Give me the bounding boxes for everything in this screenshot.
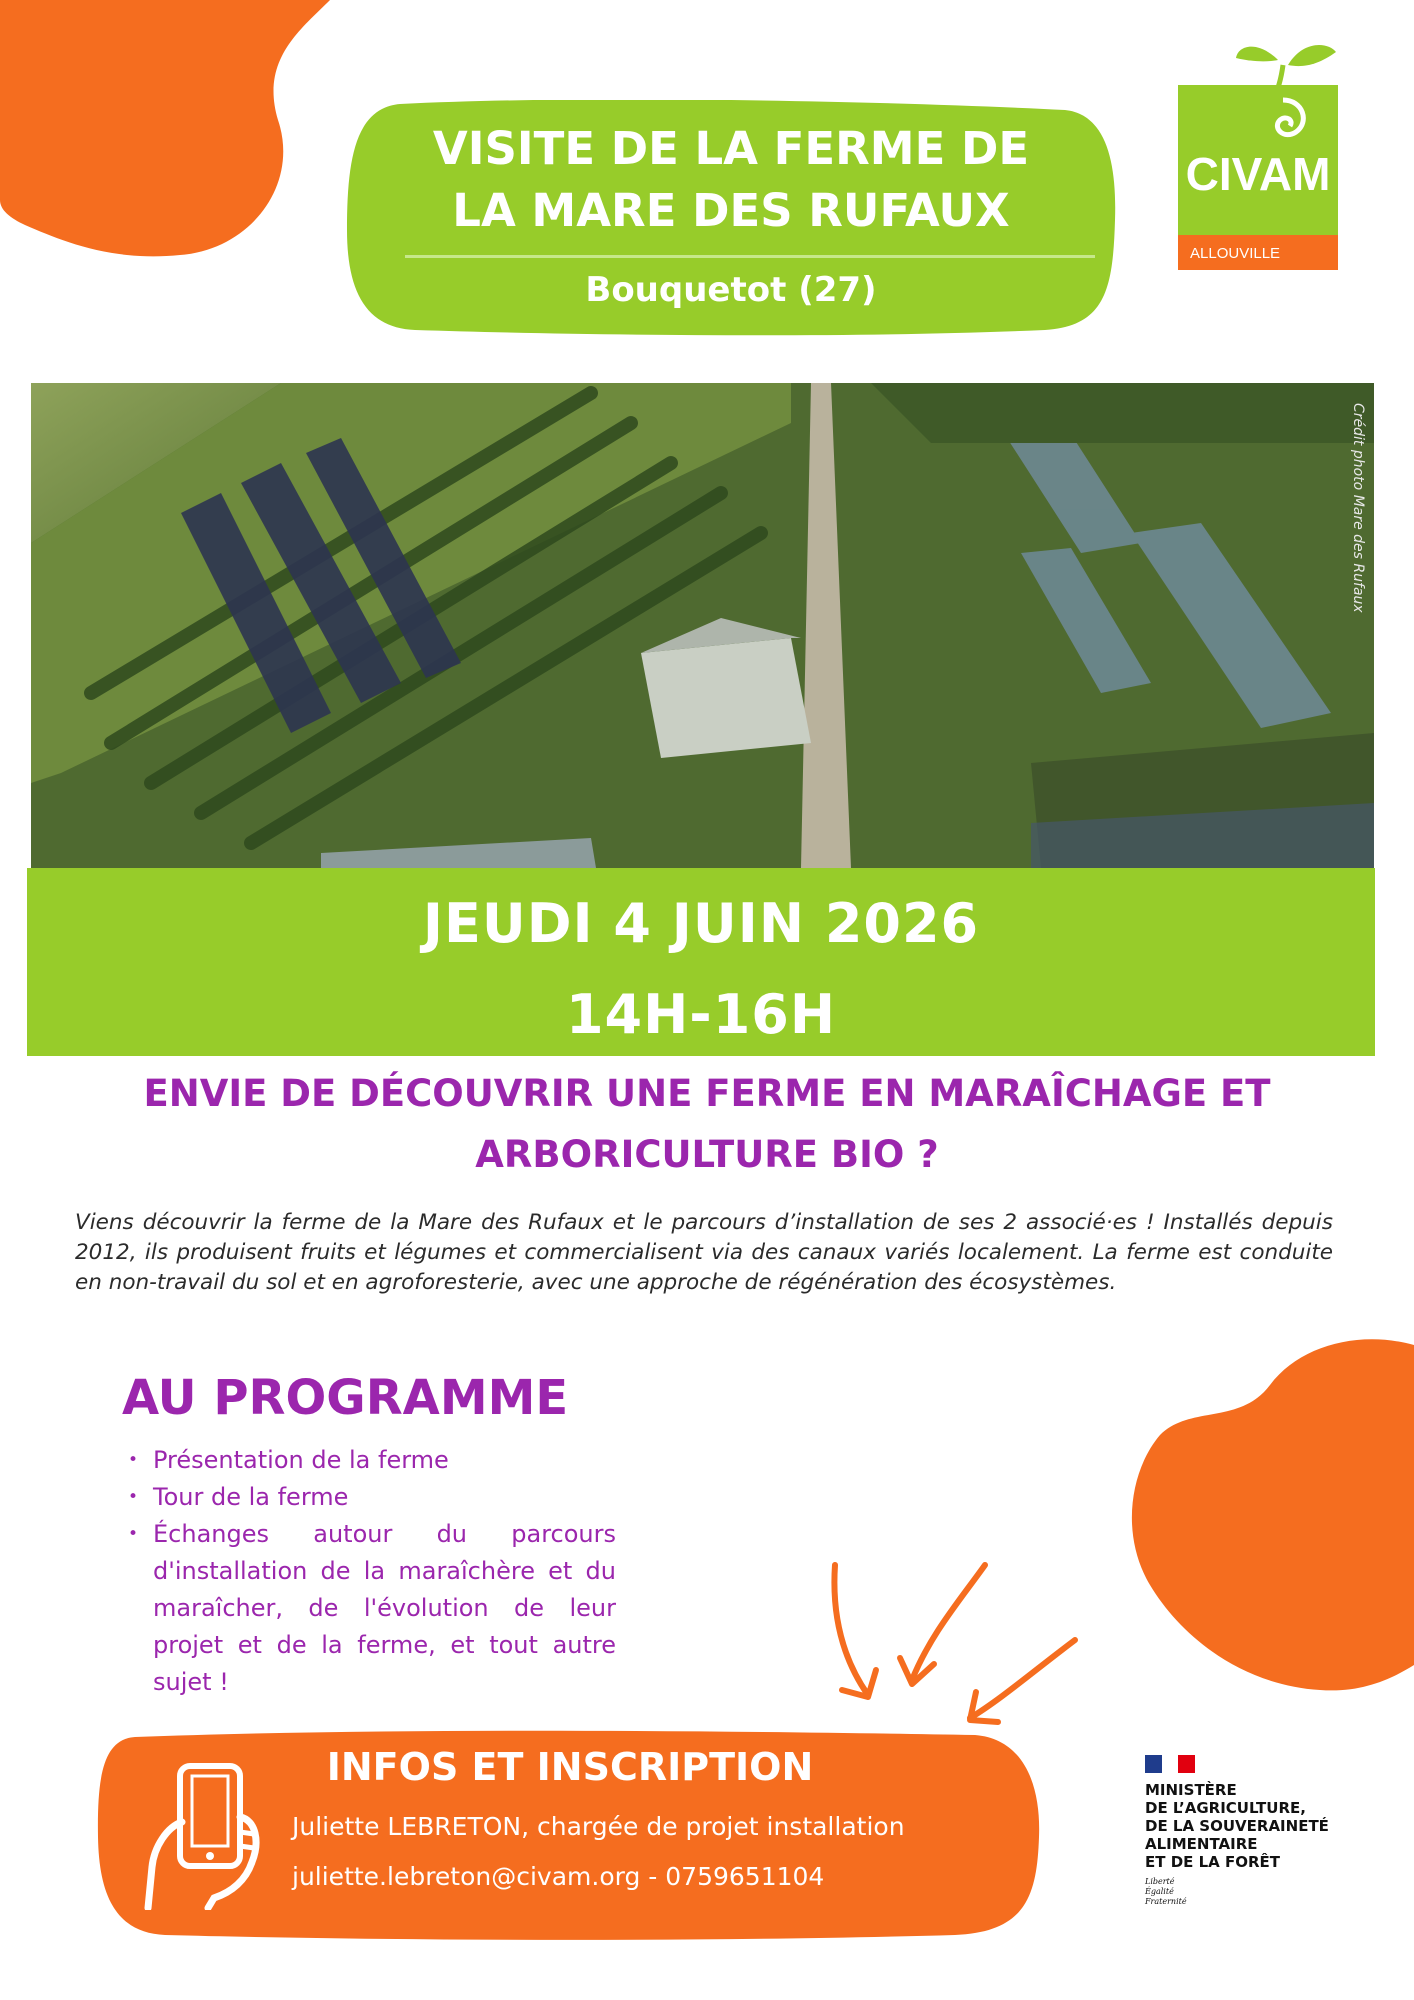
photo-credit: Crédit photo Mare des Rufaux — [1350, 403, 1366, 613]
intro-paragraph: Viens découvrir la ferme de la Mare des Rufaux et le parcours d’installation de ses 2 associé·es ! Installés depuis 2012, ils produisent fruits et légumes et commercialisent via des canaux variés localement. La ferme est conduite en non-travail du sol et en agroforesterie, avec une approche de régénération des écosystèmes. — [75, 1210, 1333, 1295]
hand-phone-icon — [142, 1762, 264, 1910]
programme-item: • Présentation de la ferme — [128, 1442, 616, 1479]
event-location: Bouquetot (27) — [585, 270, 877, 310]
ministry-name — [1145, 1781, 1405, 1871]
contact-details[interactable]: juliette.lebreton@civam.org - 0759651104 — [292, 1862, 825, 1891]
logo-branch: ALLOUVILLE — [1190, 245, 1281, 262]
programme-item: • Tour de la ferme — [128, 1479, 616, 1516]
info-title: INFOS ET INSCRIPTION — [326, 1745, 814, 1789]
headline-line-2: ARBORICULTURE BIO ? — [475, 1133, 939, 1176]
arrows-icon — [820, 1560, 1080, 1740]
event-time: 14H-16H — [565, 983, 837, 1046]
logo-brand: CIVAM — [1185, 148, 1331, 200]
ministry-line: DE LA SOUVERAINETÉ — [1145, 1817, 1329, 1835]
programme-item: • Échanges autour du parcours d'installation de la maraîchère et du maraîcher, de l'évolution de leur projet et de la ferme, et tout autre sujet ! — [128, 1516, 616, 1701]
event-title — [360, 118, 1102, 242]
event-date: JEUDI 4 JUIN 2026 — [422, 892, 980, 955]
motto-line: Liberté — [1145, 1877, 1175, 1886]
farm-aerial-photo — [31, 383, 1374, 868]
civam-logo — [1178, 30, 1338, 270]
orange-blob-right — [1110, 1335, 1414, 1695]
title-line-1: VISITE DE LA FERME DE — [432, 122, 1030, 175]
republic-motto — [1145, 1877, 1405, 1907]
ministry-line: DE L’AGRICULTURE, — [1145, 1799, 1306, 1817]
ministry-logo — [1145, 1755, 1405, 1907]
farm-photo-illustration — [31, 383, 1374, 868]
motto-line: Fraternité — [1145, 1897, 1187, 1906]
motto-line: Égalité — [1145, 1887, 1174, 1896]
ministry-line: MINISTÈRE — [1145, 1781, 1237, 1799]
ministry-line: ALIMENTAIRE — [1145, 1835, 1258, 1853]
headline-line-1: ENVIE DE DÉCOUVRIR UNE FERME EN MARAÎCHAGE ET — [143, 1072, 1271, 1115]
title-line-2: LA MARE DES RUFAUX — [452, 184, 1010, 237]
french-flag-icon — [1145, 1755, 1195, 1773]
ministry-line: ET DE LA FORÊT — [1145, 1853, 1281, 1871]
orange-blob-top-left — [0, 0, 340, 270]
programme-title: AU PROGRAMME — [122, 1370, 569, 1426]
contact-name: Juliette LEBRETON, chargée de projet installation — [292, 1812, 905, 1841]
programme-list — [128, 1442, 616, 1701]
